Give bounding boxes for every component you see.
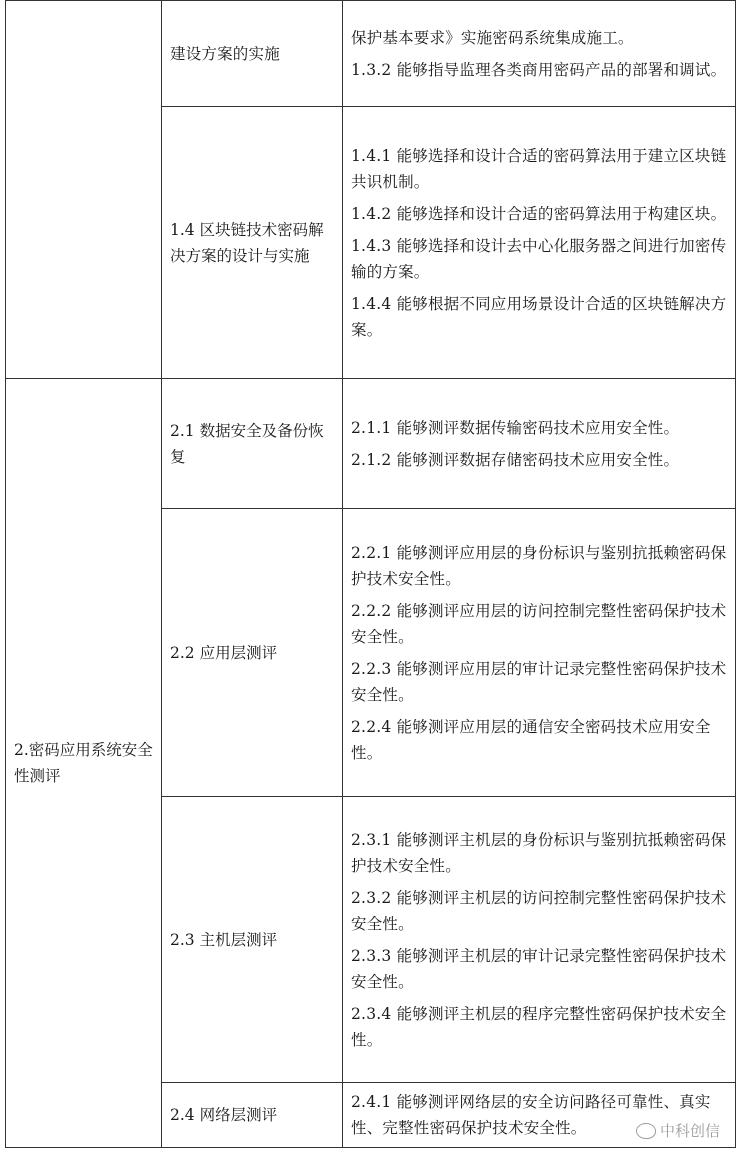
- wechat-icon: [636, 1123, 656, 1139]
- requirements-cell: [343, 107, 736, 379]
- subcategory-cell: 2.3 主机层测评: [162, 797, 343, 1083]
- requirement-item: 1.4.4 能够根据不同应用场景设计合适的区块链解决方案。: [351, 294, 727, 339]
- requirement-item: 1.4.2 能够选择和设计合适的密码算法用于构建区块。: [351, 204, 727, 223]
- requirement-item: 2.2.4 能够测评应用层的通信安全密码技术应用安全性。: [351, 717, 711, 762]
- requirement-item: 2.4.1 能够测评网络层的安全访问路径可靠性、真实性、完整性密码保护技术安全性。: [351, 1093, 711, 1137]
- requirement-item: 2.3.4 能够测评主机层的程序完整性密码保护技术安全性。: [351, 1004, 727, 1049]
- requirement-item: 保护基本要求》实施密码系统集成施工。: [351, 28, 634, 47]
- subcategory-cell: 2.4 网络层测评: [162, 1083, 343, 1148]
- watermark: [636, 1120, 720, 1141]
- category-cell: [6, 1, 162, 379]
- subcategory-cell: 2.1 数据安全及备份恢复: [162, 379, 343, 509]
- requirement-item: 2.1.1 能够测评数据传输密码技术应用安全性。: [351, 418, 680, 437]
- table-row: [6, 1, 736, 107]
- requirements-cell: [343, 379, 736, 509]
- requirement-item: 2.2.2 能够测评应用层的访问控制完整性密码保护技术安全性。: [351, 601, 727, 646]
- subcategory-cell: 2.2 应用层测评: [162, 509, 343, 797]
- table-row: [6, 379, 736, 509]
- category-cell: 2.密码应用系统安全性测评: [6, 379, 162, 1148]
- subcategory-cell: 建设方案的实施: [162, 1, 343, 107]
- requirement-item: 2.3.1 能够测评主机层的身份标识与鉴别抗抵赖密码保护技术安全性。: [351, 830, 727, 875]
- competency-table: [5, 0, 736, 1148]
- requirements-cell: [343, 797, 736, 1083]
- subcategory-cell: 1.4 区块链技术密码解决方案的设计与实施: [162, 107, 343, 379]
- requirement-item: 2.2.3 能够测评应用层的审计记录完整性密码保护技术安全性。: [351, 659, 727, 704]
- requirement-item: 1.4.3 能够选择和设计去中心化服务器之间进行加密传输的方案。: [351, 236, 727, 281]
- requirement-item: 1.4.1 能够选择和设计合适的密码算法用于建立区块链共识机制。: [351, 146, 727, 191]
- requirement-item: 1.3.2 能够指导监理各类商用密码产品的部署和调试。: [351, 60, 727, 79]
- requirement-item: 2.3.3 能够测评主机层的审计记录完整性密码保护技术安全性。: [351, 946, 727, 991]
- requirement-item: 2.2.1 能够测评应用层的身份标识与鉴别抗抵赖密码保护技术安全性。: [351, 543, 727, 588]
- requirement-item: 2.3.2 能够测评主机层的访问控制完整性密码保护技术安全性。: [351, 888, 727, 933]
- requirements-cell: [343, 509, 736, 797]
- requirement-item: 2.1.2 能够测评数据存储密码技术应用安全性。: [351, 450, 680, 469]
- requirements-cell: [343, 1, 736, 107]
- watermark-text: 中科创信: [659, 1122, 720, 1140]
